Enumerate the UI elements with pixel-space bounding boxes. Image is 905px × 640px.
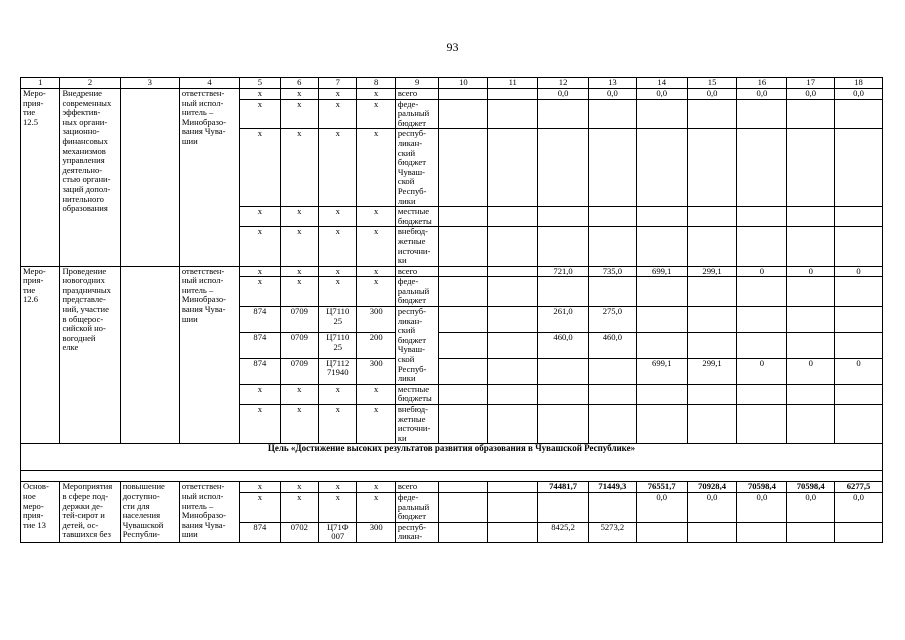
value-cell: 735,0 (589, 266, 637, 277)
value-cell: 0,0 (589, 89, 637, 100)
value-cell (439, 89, 488, 100)
x-cell: x (319, 207, 357, 227)
x-cell: x (240, 207, 281, 227)
value-cell: 71449,3 (589, 482, 637, 493)
header-cell: 18 (835, 78, 883, 89)
code-cell: 874 (240, 522, 281, 542)
x-cell: x (280, 207, 318, 227)
table-row (21, 482, 883, 493)
source-cell: местные бюджеты (395, 384, 439, 404)
source-cell: феде- ральный бюджет (395, 99, 439, 129)
value-cell: 70598,4 (737, 482, 787, 493)
table-row (21, 89, 883, 100)
x-cell: x (280, 266, 318, 277)
header-cell: 7 (319, 78, 357, 89)
code-cell: 300 (357, 307, 395, 333)
source-cell: внебюд- жетные источни- ки (395, 405, 439, 444)
header-row (21, 78, 883, 89)
value-cell: 0,0 (636, 492, 687, 522)
header-cell: 3 (120, 78, 179, 89)
source-cell: местные бюджеты (395, 207, 439, 227)
event-goal: повышение доступно- сти для населения Чувашской Республи- (120, 482, 179, 543)
x-cell: x (357, 227, 395, 266)
x-cell: x (280, 277, 318, 307)
x-cell: x (357, 99, 395, 129)
source-cell: внебюд- жетные источни- ки (395, 227, 439, 266)
header-cell: 2 (60, 78, 120, 89)
value-cell: 0 (737, 358, 787, 384)
event-type: Меро- прия- тие 12.5 (21, 89, 60, 267)
page-number: 93 (446, 40, 459, 54)
header-cell: 14 (636, 78, 687, 89)
value-cell: 0,0 (835, 89, 883, 100)
source-cell: респуб- ликан- ский бюджет Чуваш- ской Респуб- лики (395, 129, 439, 207)
value-cell (488, 89, 538, 100)
goal-row (21, 444, 883, 471)
code-cell: 300 (357, 522, 395, 542)
budget-table (20, 77, 883, 543)
x-cell: x (319, 277, 357, 307)
header-cell: 15 (687, 78, 737, 89)
x-cell: x (357, 405, 395, 444)
x-cell: x (319, 384, 357, 404)
value-cell: 0,0 (687, 89, 737, 100)
value-cell: 0,0 (538, 89, 589, 100)
code-cell: 300 (357, 358, 395, 384)
value-cell: 0,0 (737, 492, 787, 522)
source-cell: всего (395, 266, 439, 277)
header-cell: 4 (179, 78, 239, 89)
x-cell: x (319, 129, 357, 207)
header-cell: 9 (395, 78, 439, 89)
x-cell: x (319, 405, 357, 444)
x-cell: x (240, 129, 281, 207)
x-cell: x (280, 227, 318, 266)
value-cell: 0 (835, 358, 883, 384)
code-cell: Ц7112 71940 (319, 358, 357, 384)
header-cell: 1 (21, 78, 60, 89)
value-cell: 0,0 (787, 492, 835, 522)
value-cell: 299,1 (687, 358, 737, 384)
event-executor: ответствен- ный испол- нитель – Минобразо- вания Чува- шии (179, 89, 239, 267)
code-cell: 874 (240, 332, 281, 358)
header-cell: 12 (538, 78, 589, 89)
event-type: Основ- ное меро- прия- тие 13 (21, 482, 60, 543)
code-cell: 0709 (280, 332, 318, 358)
event-type: Меро- прия- тие 12.6 (21, 266, 60, 444)
code-cell: Ц7110 25 (319, 332, 357, 358)
x-cell: x (319, 492, 357, 522)
x-cell: x (357, 207, 395, 227)
x-cell: x (357, 482, 395, 493)
event-name: Внедрение современных эффектив- ных органи- зационно- финансовых механизмов управления деятельно- стью органи- заций допол- нительного образования (60, 89, 120, 267)
header-cell: 5 (240, 78, 281, 89)
x-cell: x (280, 129, 318, 207)
value-cell: 261,0 (538, 307, 589, 333)
x-cell: x (240, 227, 281, 266)
code-cell: 0709 (280, 358, 318, 384)
value-cell: 6277,5 (835, 482, 883, 493)
x-cell: x (240, 384, 281, 404)
code-cell: 874 (240, 358, 281, 384)
x-cell: x (240, 482, 281, 493)
event-executor: ответствен- ный испол- нитель – Минобразо- вания Чува- шии (179, 266, 239, 444)
header-cell: 8 (357, 78, 395, 89)
x-cell: x (240, 277, 281, 307)
value-cell: 0 (787, 358, 835, 384)
event-name: Мероприятия в сфере под- держки де- тей-сирот и детей, ос- тавшихся без (60, 482, 120, 543)
x-cell: x (280, 405, 318, 444)
value-cell: 275,0 (589, 307, 637, 333)
event-executor: ответствен- ный испол- нитель – Минобразо- вания Чува- шии (179, 482, 239, 543)
x-cell: x (357, 266, 395, 277)
x-cell: x (357, 89, 395, 100)
value-cell: 0 (835, 266, 883, 277)
header-cell: 17 (787, 78, 835, 89)
value-cell: 0 (787, 266, 835, 277)
value-cell: 0,0 (636, 89, 687, 100)
value-cell: 0,0 (787, 89, 835, 100)
source-cell: феде- ральный бюджет (395, 492, 439, 522)
value-cell: 76551,7 (636, 482, 687, 493)
x-cell: x (240, 492, 281, 522)
code-cell: 200 (357, 332, 395, 358)
value-cell: 0,0 (835, 492, 883, 522)
code-cell: 0709 (280, 307, 318, 333)
value-cell: 0,0 (737, 89, 787, 100)
x-cell: x (280, 99, 318, 129)
header-cell: 6 (280, 78, 318, 89)
x-cell: x (357, 384, 395, 404)
x-cell: x (240, 405, 281, 444)
spacer-row (21, 471, 883, 482)
code-cell: 874 (240, 307, 281, 333)
x-cell: x (319, 266, 357, 277)
header-cell: 11 (488, 78, 538, 89)
header-cell: 10 (439, 78, 488, 89)
event-goal (120, 266, 179, 444)
x-cell: x (357, 277, 395, 307)
x-cell: x (280, 89, 318, 100)
event-goal (120, 89, 179, 267)
header-cell: 13 (589, 78, 637, 89)
value-cell: 721,0 (538, 266, 589, 277)
value-cell: 299,1 (687, 266, 737, 277)
code-cell: Ц71Ф 007 (319, 522, 357, 542)
x-cell: x (357, 492, 395, 522)
source-cell: респуб- ликан- (395, 522, 439, 542)
x-cell: x (319, 89, 357, 100)
x-cell: x (240, 266, 281, 277)
x-cell: x (319, 99, 357, 129)
value-cell: 74481,7 (538, 482, 589, 493)
code-cell: Ц7110 25 (319, 307, 357, 333)
value-cell: 460,0 (589, 332, 637, 358)
header-cell: 16 (737, 78, 787, 89)
value-cell: 0 (737, 266, 787, 277)
source-cell: всего (395, 482, 439, 493)
value-cell: 699,1 (636, 266, 687, 277)
table-row (21, 266, 883, 277)
source-cell: феде- ральный бюджет (395, 277, 439, 307)
x-cell: x (280, 492, 318, 522)
goal-title: Цель «Достижение высоких результатов развития образования в Чувашской Республике» (21, 444, 883, 471)
value-cell: 70598,4 (787, 482, 835, 493)
value-cell: 8425,2 (538, 522, 589, 542)
x-cell: x (240, 99, 281, 129)
x-cell: x (280, 482, 318, 493)
source-cell: всего (395, 89, 439, 100)
x-cell: x (319, 227, 357, 266)
value-cell: 5273,2 (589, 522, 637, 542)
x-cell: x (240, 89, 281, 100)
x-cell: x (319, 482, 357, 493)
value-cell: 0,0 (687, 492, 737, 522)
value-cell: 460,0 (538, 332, 589, 358)
value-cell: 699,1 (636, 358, 687, 384)
x-cell: x (280, 384, 318, 404)
event-name: Проведение новогодних праздничных представле- ний, участие в общерос- сийской но- вогодней елке (60, 266, 120, 444)
value-cell: 70928,4 (687, 482, 737, 493)
source-cell: респуб- ликан- ский бюджет Чуваш- ской Респуб- лики (395, 307, 439, 385)
x-cell: x (357, 129, 395, 207)
code-cell: 0702 (280, 522, 318, 542)
